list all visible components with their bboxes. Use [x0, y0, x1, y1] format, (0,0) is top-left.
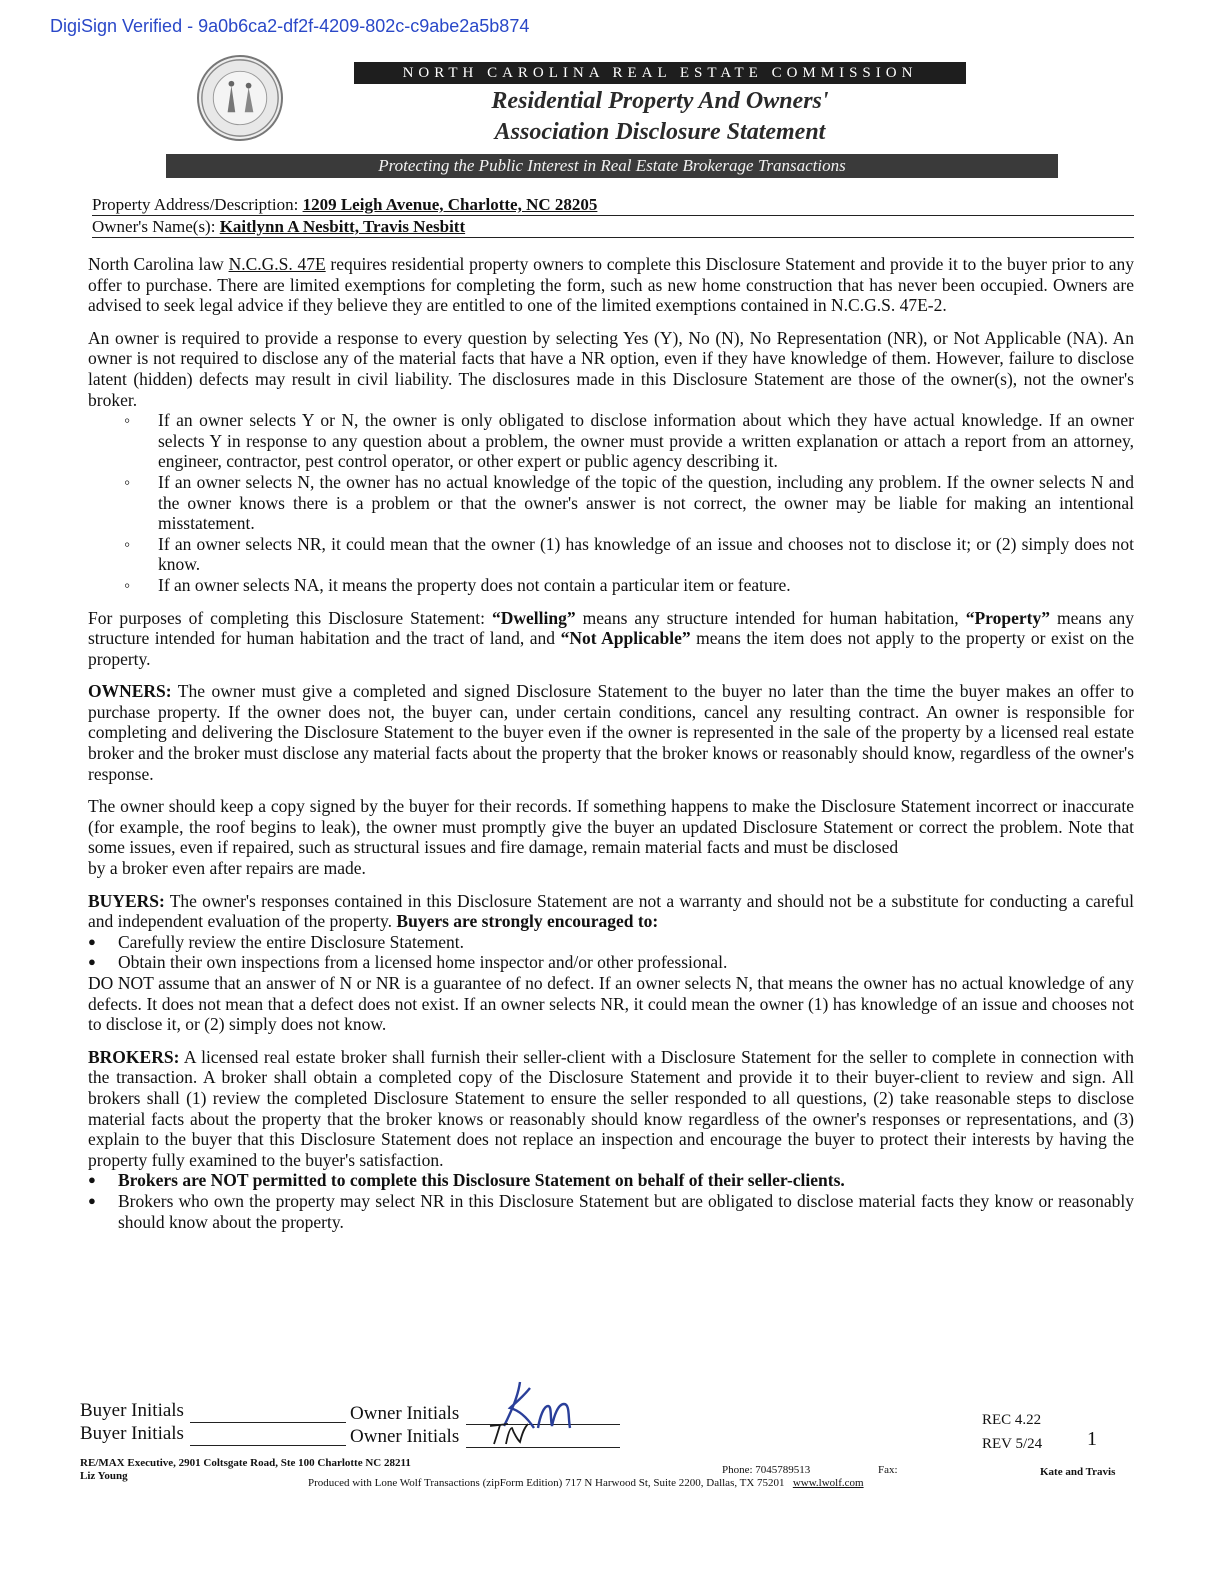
rev-version: REV 5/24	[982, 1436, 1043, 1452]
broker-item: ● Brokers who own the property may select NR in this Disclosure Statement but are obligated to disclose material facts they know or reasonably should know about the property.	[88, 1191, 1134, 1232]
brokers-paragraph	[88, 1047, 1134, 1171]
def-text: means any structure intended for human habitation,	[575, 607, 966, 628]
owner-copy-text: The owner should keep a copy signed by the buyer for their records. If something happens to make the Disclosure Statement incorrect or inaccurate (for example, the roof begins to leak), the owner must promptly give the buyer an updated Disclosure Statement or correct the problem. Note that some issues, even if repaired, such as structural issues and fire damage, remain material facts and must be disclosed	[88, 796, 1134, 858]
owner-initials-label-2: Owner Initials	[350, 1426, 460, 1447]
def-text: means the item does not apply to the property or exist on the property.	[88, 628, 1134, 669]
form-title	[354, 86, 966, 148]
brokers-heading: BROKERS:	[88, 1046, 180, 1067]
owner-name-label: Owner's Name(s):	[92, 217, 216, 236]
buyer-initials-label-2: Buyer Initials	[80, 1423, 184, 1444]
response-paragraph: An owner is required to provide a response to every question by selecting Yes (Y), No (N), No Representation (NR), or Not Applicable (NA). An owner is not required to disclose any of the material facts that have a NR option, even if they have knowledge of them. However, failure to disclose latent (hidden) defects may result in civil liability. The disclosures made in this Disclosure Statement are those of the owner(s), not the owner's broker.	[88, 327, 1134, 410]
fax-label: Fax:	[878, 1464, 898, 1476]
property-address-label: Property Address/Description:	[92, 195, 299, 214]
property-address-value: 1209 Leigh Avenue, Charlotte, NC 28205	[302, 195, 598, 214]
owner-initials-mark-1: Kn	[490, 1376, 492, 1377]
def-dwelling: “Dwelling”	[492, 607, 576, 628]
response-options-list	[88, 410, 1134, 595]
owner-initials-label-1: Owner Initials	[350, 1403, 460, 1424]
def-text: means any structure intended for human habitation and the tract of land, and	[88, 607, 1134, 649]
broker-rules-list	[88, 1170, 1134, 1232]
statute-reference: N.C.G.S. 47E	[228, 254, 326, 274]
buyers-encourage: Buyers are strongly encouraged to:	[396, 911, 659, 932]
option-item: ◦ If an owner selects NA, it means the property does not contain a particular item or feature.	[88, 575, 1134, 596]
tagline-banner: Protecting the Public Interest in Real Estate Brokerage Transactions	[166, 154, 1058, 178]
law-text: requires residential property owners to complete this Disclosure Statement and provide it to the buyer prior to any offer to purchase. There are limited exemptions for completing the form, such as new home construction that has never been occupied. Owners are advised to seek legal advice if they believe they are entitled to one of the limited exemptions contained in N.C.G.S. 47E-2.	[88, 254, 1135, 316]
document-name	[1040, 1466, 1115, 1478]
rec-version: REC 4.22	[982, 1412, 1042, 1428]
page-number: 1	[1087, 1428, 1097, 1450]
def-not-applicable: “Not Applicable”	[560, 628, 691, 649]
buyer-warning-paragraph: DO NOT assume that an answer of N or NR is a guarantee of no defect. If an owner selects N, that means the owner has no actual knowledge of any defects. It does not mean that a defect does not exist. If an owner selects NR, it could mean the owner (1) has knowledge of an issue and chooses not to disclose it, or (2) simply does not know.	[88, 973, 1134, 1035]
option-item: ◦ If an owner selects N, the owner has no actual knowledge of the topic of the question, including any problem. If the owner selects N and the owner knows there is a problem or that the owner's answer is not correct, the owner may be liable for making an intentional misstatement.	[88, 472, 1134, 534]
document-name-text: Kate and Travis	[1040, 1466, 1116, 1478]
brokers-text: A licensed real estate broker shall furnish their seller-client with a Disclosure Statement for the seller to complete in connection with the transaction. A broker shall obtain a completed copy of the Disclosure Statement and provide it to their buyer-client to review and sign. All brokers shall (1) review the completed Disclosure Statement to ensure the seller responded to all questions, (2) take reasonable steps to disclose material facts about the property that the broker knows or reasonably should know regardless of the owner's responses or representations, and (3) explain to the buyer that this Disclosure Statement does not replace an inspection and encourage the buyer to protect their interests by having the property fully examined to the buyer's satisfaction.	[88, 1046, 1134, 1170]
buyer-item: ● Obtain their own inspections from a licensed home inspector and/or other professional.	[88, 952, 1134, 973]
owner-initials-signature-tn	[486, 1420, 536, 1448]
owner-name-row	[92, 217, 1134, 238]
title-line-1: Residential Property And Owners'	[491, 88, 829, 114]
owner-copy-paragraph	[88, 796, 1134, 878]
buyers-text: The owner's responses contained in this Disclosure Statement are not a warranty and should not be a substitute for conducting a careful and independent evaluation of the property.	[88, 890, 1134, 932]
law-prefix: North Carolina law	[88, 254, 229, 274]
option-item: ◦ If an owner selects NR, it could mean that the owner (1) has knowledge of an issue and chooses not to disclose it; or (2) simply does not know.	[88, 534, 1134, 575]
title-line-2: Association Disclosure Statement	[494, 119, 826, 145]
buyer-item: ● Carefully review the entire Disclosure Statement.	[88, 932, 1134, 953]
broker-item	[88, 1170, 1134, 1191]
disclosure-body	[88, 254, 1134, 1232]
phone-number: Phone: 7045789513	[722, 1464, 811, 1476]
buyer-initials-field-1[interactable]	[190, 1402, 346, 1423]
property-address-row	[92, 195, 1134, 216]
produced-with-text: Produced with Lone Wolf Transactions (zipForm Edition) 717 N Harwood St, Suite 2200, Dallas, TX 75201	[308, 1477, 785, 1489]
buyers-heading: BUYERS:	[88, 890, 165, 911]
owner-initials-mark-2: TN	[486, 1420, 488, 1421]
agent-name-text: Liz Young	[80, 1470, 128, 1482]
lwolf-website-link[interactable]: www.lwolf.com	[792, 1477, 864, 1489]
def-text: For purposes of completing this Disclosure Statement:	[88, 607, 493, 628]
owners-heading: OWNERS:	[88, 681, 172, 702]
buyer-initials-label-1: Buyer Initials	[80, 1400, 184, 1421]
verification-stamp: DigiSign Verified - 9a0b6ca2-df2f-4209-802c-c9abe2a5b874	[50, 16, 530, 36]
owner-copy-text-2: by a broker even after repairs are made.	[88, 858, 366, 879]
agent-name	[80, 1470, 128, 1482]
broker-item-text: Brokers are NOT permitted to complete this Disclosure Statement on behalf of their seller-clients.	[118, 1170, 845, 1191]
option-item: ◦ If an owner selects Y or N, the owner is only obligated to disclose information about which they have actual knowledge. If an owner selects Y in response to any question about a problem, the owner must provide a written explanation or attach a report from an attorney, engineer, contractor, pest control operator, or other expert or public agency describing it.	[88, 410, 1134, 472]
owner-name-value: Kaitlynn A Nesbitt, Travis Nesbitt	[219, 217, 466, 236]
definitions-paragraph	[88, 608, 1134, 670]
agency-address: RE/MAX Executive, 2901 Coltsgate Road, Ste 100 Charlotte NC 28211	[80, 1457, 411, 1469]
state-seal-logo	[197, 55, 283, 141]
owners-text: The owner must give a completed and signed Disclosure Statement to the buyer no later than the time the buyer makes an offer to purchase property. If the owner does not, the buyer can, under certain conditions, cancel any resulting contract. An owner is responsible for completing and delivering the Disclosure Statement to the buyer even if the owner is represented in the sale of the property by a licensed real estate broker and the broker must disclose any material facts about the property that the broker knows or reasonably should know, regardless of the owner's response.	[88, 681, 1134, 784]
commission-banner: NORTH CAROLINA REAL ESTATE COMMISSION	[354, 62, 966, 84]
buyers-paragraph	[88, 891, 1134, 932]
buyer-initials-field-2[interactable]	[190, 1425, 346, 1446]
produced-with	[308, 1477, 864, 1489]
buyer-recommendations-list	[88, 932, 1134, 973]
agency-info	[80, 1457, 411, 1469]
owners-paragraph	[88, 681, 1134, 784]
law-paragraph	[88, 254, 1134, 316]
def-property: “Property”	[965, 607, 1050, 628]
